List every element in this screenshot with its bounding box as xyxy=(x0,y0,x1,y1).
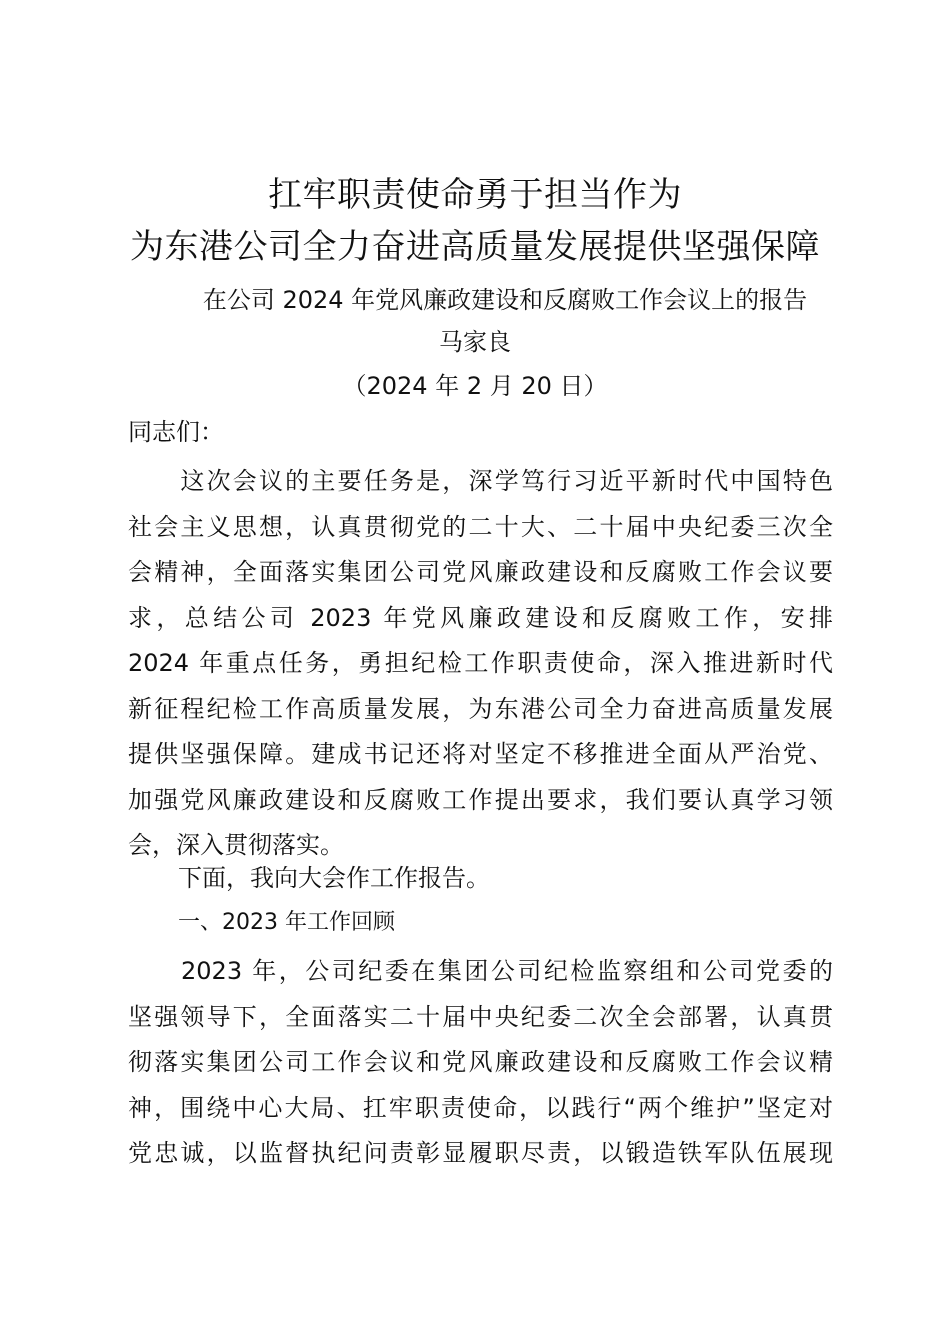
paragraph-2: 下面，我向大会作工作报告。 xyxy=(178,864,490,892)
paragraph-line: 这次会议的主要任务是，深学笃行习近平新时代中国特色 xyxy=(128,467,833,495)
paragraph-line: 坚强领导下，全面落实二十届中央纪委二次全会部署，认真贯 xyxy=(128,1002,833,1031)
paragraph-line: 求，总结公司 2023 年党风廉政建设和反腐败工作，安排 xyxy=(128,603,833,632)
paragraph-line: 2023 年，公司纪委在集团公司纪检监察组和公司党委的 xyxy=(128,957,833,985)
paragraph-line: 提供坚强保障。建成书记还将对坚定不移推进全面从严治党、 xyxy=(128,740,833,768)
title-line-1: 扛牢职责使命勇于担当作为 xyxy=(268,175,682,215)
paragraph-line: 神，围绕中心大局、扛牢职责使命，以践行“两个维护”坚定对 xyxy=(128,1093,833,1122)
report-subtitle: 在公司 2024 年党风廉政建设和反腐败工作会议上的报告 xyxy=(202,286,808,314)
author-name: 马家良 xyxy=(439,328,511,356)
paragraph-3 xyxy=(128,949,833,1177)
paragraph-line: 2024 年重点任务，勇担纪检工作职责使命，深入推进新时代 xyxy=(128,649,833,677)
greeting: 同志们： xyxy=(128,418,224,446)
paragraph-line: 社会主义思想，认真贯彻党的二十大、二十届中央纪委三次全 xyxy=(128,512,833,541)
paragraph-line: 会，深入贯彻落实。 xyxy=(128,831,344,859)
title-line-2: 为东港公司全力奋进高质量发展提供坚强保障 xyxy=(130,227,820,267)
section-heading-1: 一、2023 年工作回顾 xyxy=(178,910,395,935)
paragraph-line: 会精神，全面落实集团公司党风廉政建设和反腐败工作会议要 xyxy=(128,558,833,586)
paragraph-1 xyxy=(128,459,833,869)
paragraph-line: 加强党风廉政建设和反腐败工作提出要求，我们要认真学习领 xyxy=(128,785,833,814)
paragraph-line: 党忠诚，以监督执纪问责彰显履职尽责，以锻造铁军队伍展现 xyxy=(128,1139,833,1167)
report-date: （2024 年 2 月 20 日） xyxy=(342,372,608,400)
paragraph-line: 彻落实集团公司工作会议和党风廉政建设和反腐败工作会议精 xyxy=(128,1048,833,1076)
paragraph-line: 新征程纪检工作高质量发展，为东港公司全力奋进高质量发展 xyxy=(128,694,833,723)
